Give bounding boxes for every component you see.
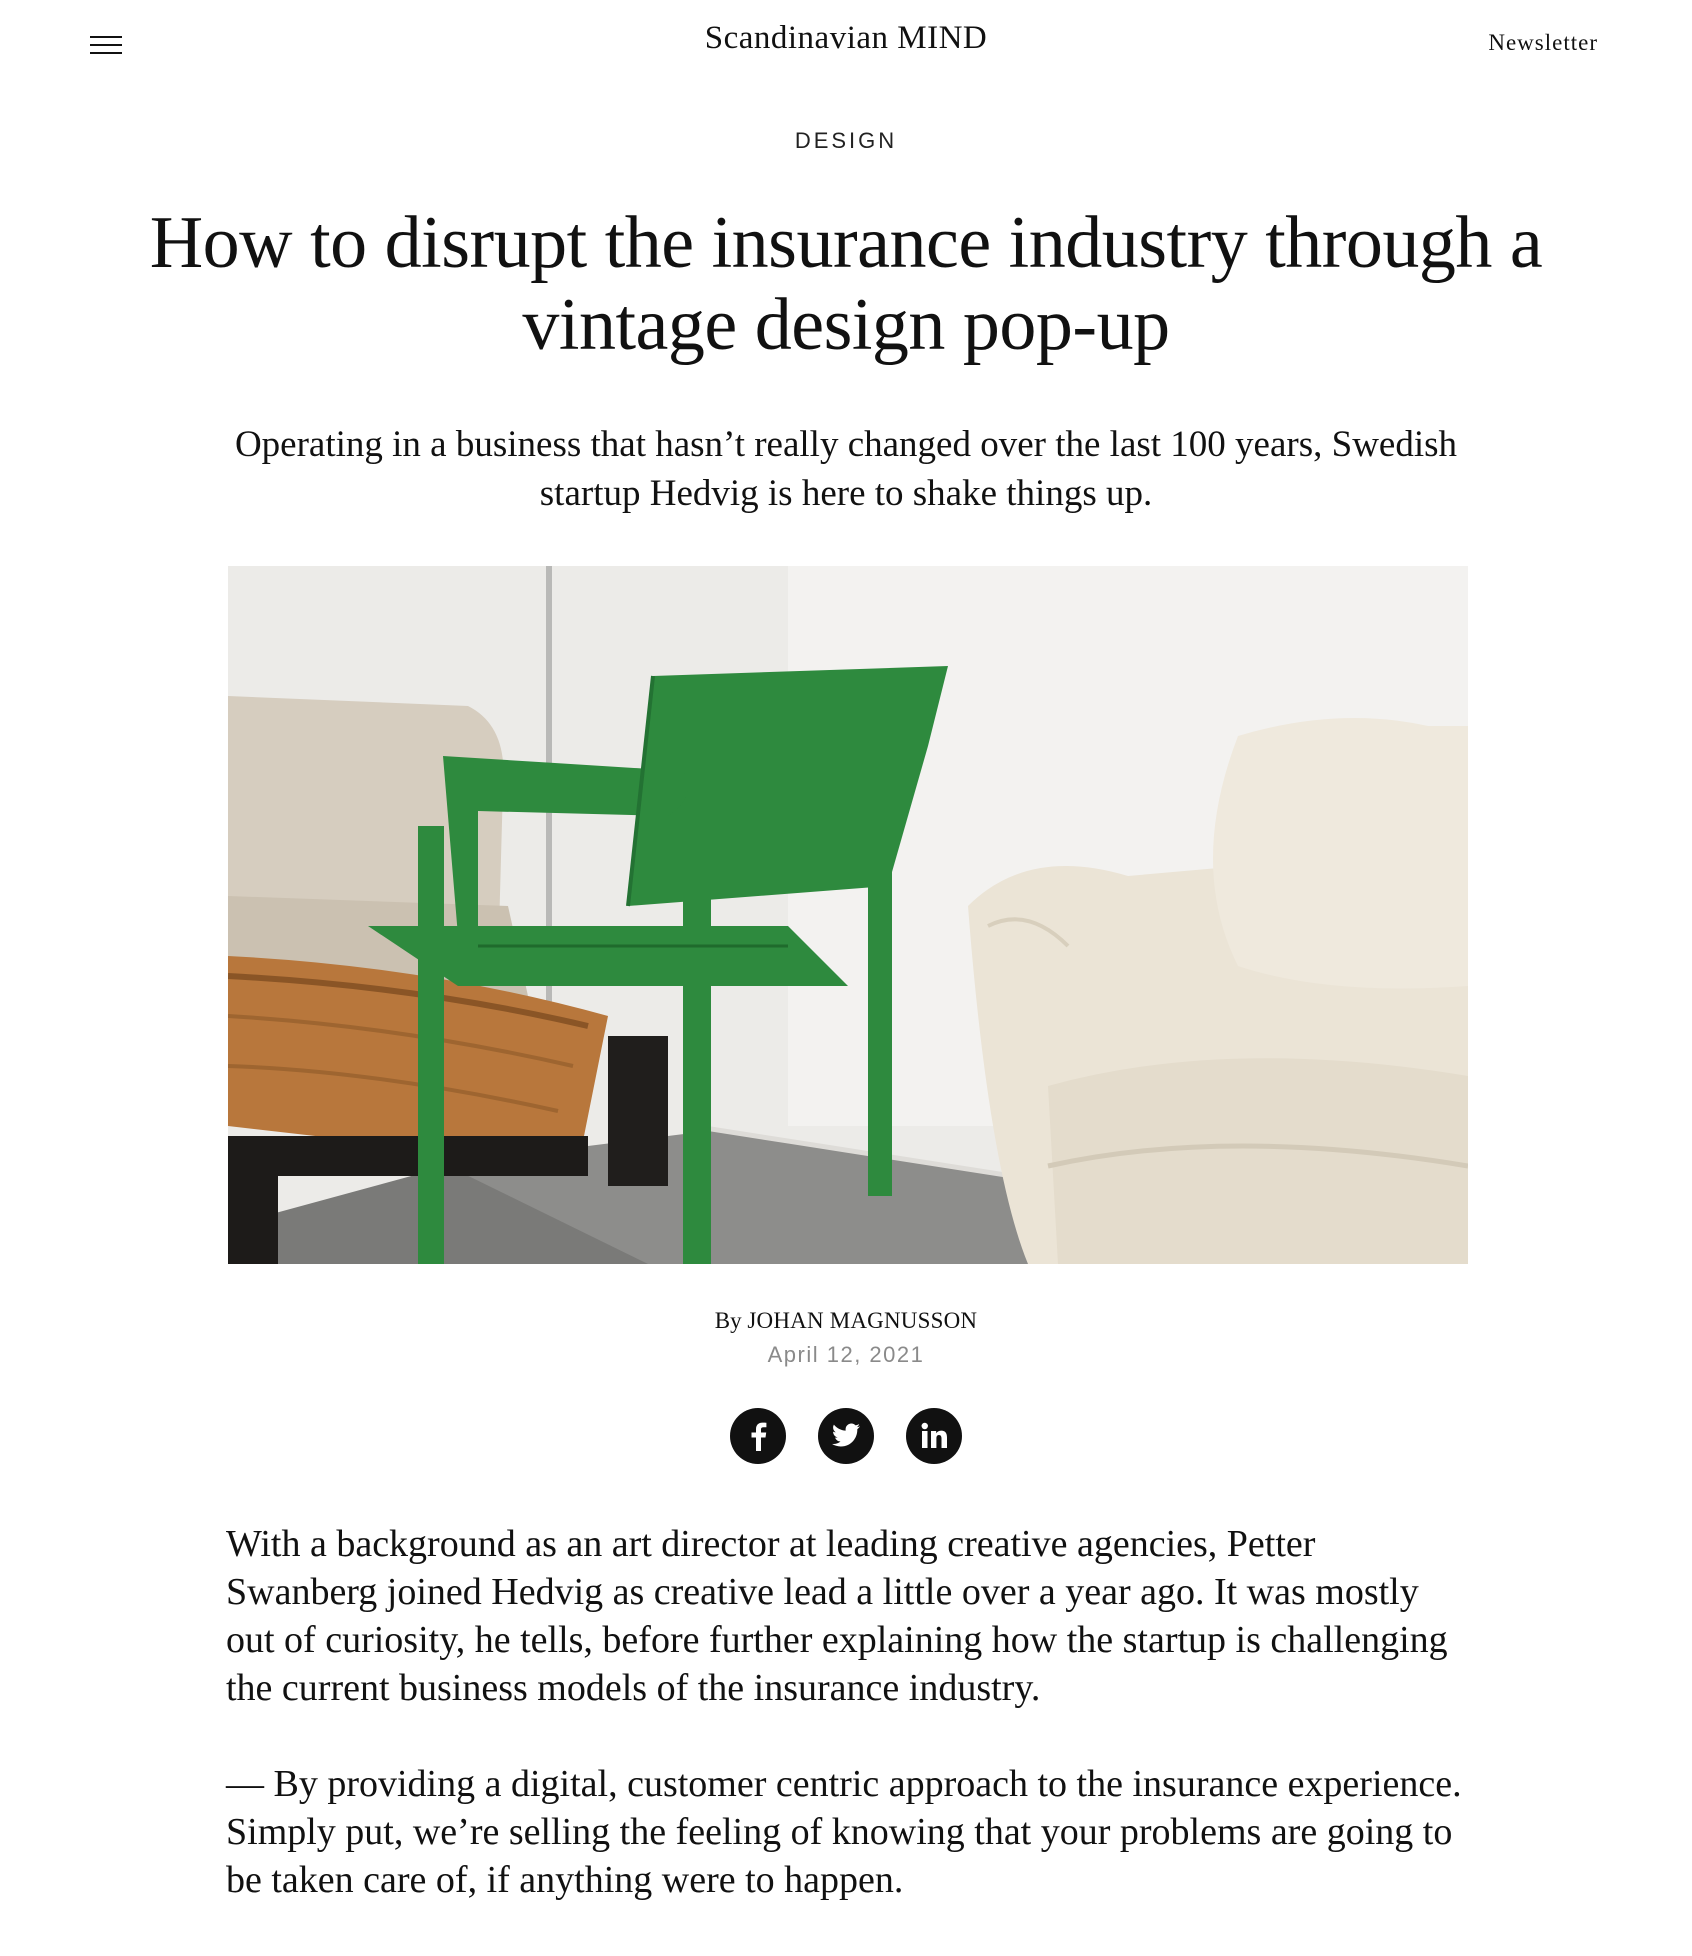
menu-line (90, 36, 122, 38)
hero-illustration (228, 566, 1468, 1264)
menu-line (90, 52, 122, 54)
byline-prefix: By (714, 1308, 742, 1333)
author-link[interactable]: JOHAN MAGNUSSON (747, 1308, 978, 1333)
linkedin-share-button[interactable] (906, 1408, 962, 1464)
article-paragraph: With a background as an art director at leading creative agencies, Petter Swanberg joined Hedvig as creative lead a little over a year ago. It was mostly out of curiosity, he tells, before further explaining how the startup is challenging the current business models of the insurance industry. (226, 1523, 1448, 1709)
facebook-icon (745, 1421, 771, 1451)
facebook-share-button[interactable] (730, 1408, 786, 1464)
site-title-wrapper (0, 20, 1692, 57)
share-buttons (0, 1408, 1692, 1464)
article-body (226, 1520, 1466, 1952)
article-byline (0, 1308, 1692, 1334)
article-standfirst: Operating in a business that hasn’t really changed over the last 100 years, Swedish startup Hedvig is here to shake things up. (234, 424, 1458, 514)
hamburger-menu-icon[interactable] (90, 34, 124, 56)
publication-date: April 12, 2021 (767, 1342, 925, 1367)
twitter-share-button[interactable] (818, 1408, 874, 1464)
article-paragraph: — By providing a digital, customer centric approach to the insurance experience. Simply put, we’re selling the feeling of knowing that your problems are going to be taken care of, if anything were to happen. (226, 1763, 1462, 1901)
menu-line (90, 44, 122, 46)
linkedin-icon (920, 1422, 948, 1450)
twitter-icon (831, 1423, 861, 1449)
article-headline: How to disrupt the insurance industry through a vintage design pop-up (149, 202, 1543, 366)
article-category[interactable]: DESIGN (794, 128, 898, 153)
site-header (0, 0, 1692, 90)
hero-image (228, 566, 1468, 1264)
newsletter-link[interactable]: Newsletter (1488, 30, 1598, 55)
site-logo-link[interactable]: Scandinavian MIND (704, 20, 988, 56)
